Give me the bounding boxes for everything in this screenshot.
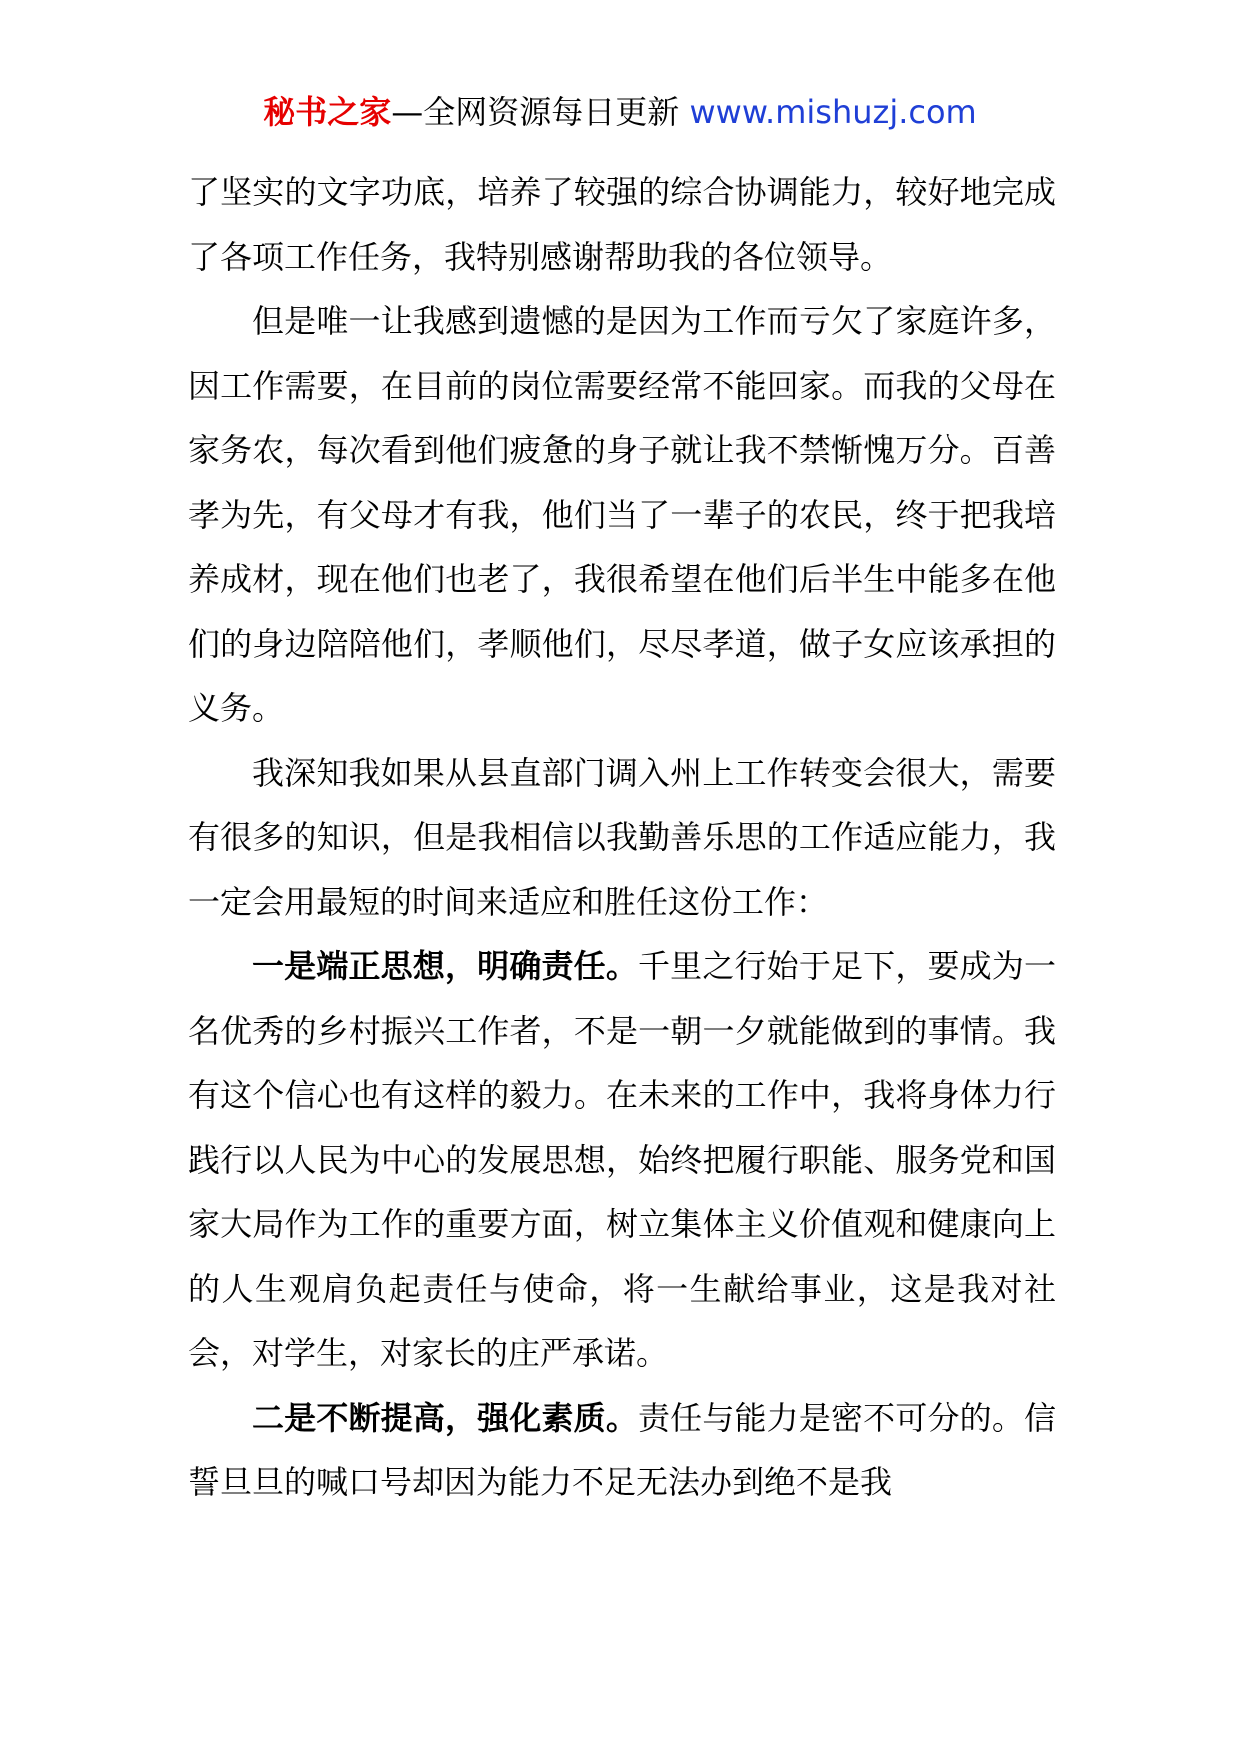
paragraph-3-text: 我深知我如果从县直部门调入州上工作转变会很大，需要有很多的知识，但是我相信以我勤善乐思的工作适应能力，我一定会用最短的时间来适应和胜任这份工作：	[188, 753, 1056, 921]
paragraph-4-lead: 一是端正思想，明确责任。	[252, 947, 638, 985]
header-url-link[interactable]: www.mishuzj.com	[689, 93, 977, 131]
paragraph-4-text: 千里之行始于足下，要成为一名优秀的乡村振兴工作者，不是一朝一夕就能做到的事情。我有这个信心也有这样的毅力。在未来的工作中，我将身体力行践行以人民为中心的发展思想，始终把履行职能、服务党和国家大局作为工作的重要方面，树立集体主义价值观和健康向上的人生观肩负起责任与使命，将一生献给事业，这是我对社会，对学生，对家长的庄严承诺。	[188, 947, 1056, 1372]
paragraph-3	[188, 741, 1056, 935]
header-brand: 秘书之家	[263, 93, 392, 131]
paragraph-4	[188, 934, 1056, 1386]
paragraph-2	[188, 289, 1056, 741]
paragraph-2-text: 但是唯一让我感到遗憾的是因为工作而亏欠了家庭许多，因工作需要，在目前的岗位需要经常不能回家。而我的父母在家务农，每次看到他们疲惫的身子就让我不禁惭愧万分。百善孝为先，有父母才有我，他们当了一辈子的农民，终于把我培养成材，现在他们也老了，我很希望在他们后半生中能多在他们的身边陪陪他们，孝顺他们，尽尽孝道，做子女应该承担的义务。	[188, 302, 1056, 727]
header-slogan: —全网资源每日更新	[391, 93, 680, 131]
paragraph-5-text: 责任与能力是密不可分的。信誓旦旦的喊口号却因为能力不足无法办到绝不是我	[188, 1398, 1056, 1501]
paragraph-1-text: 了坚实的文字功底，培养了较强的综合协调能力，较好地完成了各项工作任务，我特别感谢帮助我的各位领导。	[188, 173, 1056, 276]
page-header	[0, 92, 1240, 132]
paragraph-5	[188, 1386, 1056, 1515]
document-body	[188, 160, 1056, 1515]
paragraph-1	[188, 160, 1056, 289]
paragraph-5-lead: 二是不断提高，强化素质。	[252, 1398, 638, 1437]
